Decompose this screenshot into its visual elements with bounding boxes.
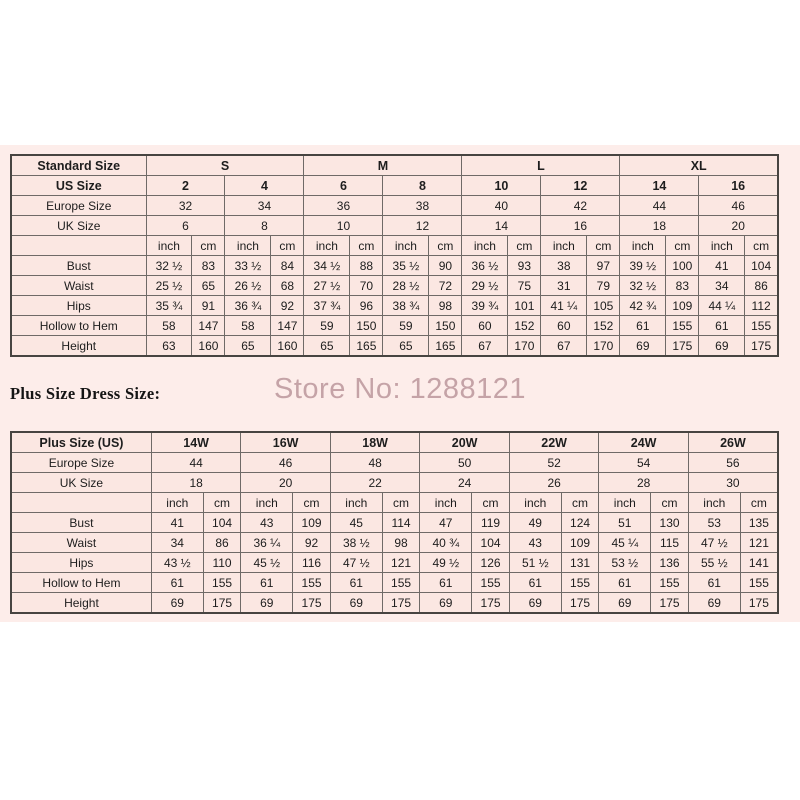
header-cell: 24W xyxy=(599,432,689,453)
data-cell: 175 xyxy=(666,336,699,357)
header-cell: 6 xyxy=(304,176,383,196)
data-cell: cm xyxy=(472,493,510,513)
table-row xyxy=(11,155,778,176)
data-cell: inch xyxy=(146,236,192,256)
header-cell: 20W xyxy=(420,432,510,453)
data-cell: 160 xyxy=(271,336,304,357)
data-cell: 31 xyxy=(541,276,587,296)
data-cell: 96 xyxy=(350,296,383,316)
data-cell: 61 xyxy=(420,573,472,593)
data-cell: 43 xyxy=(509,533,561,553)
table-row xyxy=(11,336,778,357)
data-cell: inch xyxy=(241,493,293,513)
table-row xyxy=(11,256,778,276)
data-cell: inch xyxy=(688,493,740,513)
row-label: US Size xyxy=(11,176,146,196)
table-row xyxy=(11,276,778,296)
data-cell: cm xyxy=(271,236,304,256)
row-label: Height xyxy=(11,336,146,357)
table-row xyxy=(11,196,778,216)
data-cell: 44 xyxy=(620,196,699,216)
data-cell: 105 xyxy=(587,296,620,316)
data-cell: 84 xyxy=(271,256,304,276)
data-cell: cm xyxy=(745,236,778,256)
data-cell: 124 xyxy=(561,513,599,533)
data-cell: 38 xyxy=(541,256,587,276)
data-cell: 36 ¼ xyxy=(241,533,293,553)
data-cell: cm xyxy=(382,493,420,513)
data-cell: 40 ¾ xyxy=(420,533,472,553)
data-cell: 155 xyxy=(293,573,331,593)
header-cell: S xyxy=(146,155,304,176)
data-cell: 58 xyxy=(225,316,271,336)
data-cell: 48 xyxy=(330,453,420,473)
data-cell: 83 xyxy=(666,276,699,296)
data-cell: 92 xyxy=(293,533,331,553)
data-cell: 91 xyxy=(192,296,225,316)
row-label: Bust xyxy=(11,256,146,276)
data-cell: 61 xyxy=(509,573,561,593)
data-cell: inch xyxy=(383,236,429,256)
header-cell: 14W xyxy=(151,432,241,453)
header-cell: 4 xyxy=(225,176,304,196)
data-cell: 75 xyxy=(508,276,541,296)
data-cell: 36 ¾ xyxy=(225,296,271,316)
data-cell: 109 xyxy=(666,296,699,316)
data-cell: 109 xyxy=(561,533,599,553)
data-cell: 175 xyxy=(740,593,778,614)
data-cell: 61 xyxy=(620,316,666,336)
data-cell: inch xyxy=(620,236,666,256)
data-cell: 175 xyxy=(745,336,778,357)
data-cell: 53 xyxy=(688,513,740,533)
data-cell: 150 xyxy=(429,316,462,336)
data-cell: 53 ½ xyxy=(599,553,651,573)
data-cell: 155 xyxy=(740,573,778,593)
data-cell: 79 xyxy=(587,276,620,296)
data-cell: 33 ½ xyxy=(225,256,271,276)
data-cell: 67 xyxy=(541,336,587,357)
data-cell: 69 xyxy=(699,336,745,357)
table-row xyxy=(11,573,778,593)
data-cell: 152 xyxy=(587,316,620,336)
data-cell: 26 xyxy=(509,473,599,493)
data-cell: 116 xyxy=(293,553,331,573)
data-cell: 65 xyxy=(225,336,271,357)
data-cell: 68 xyxy=(271,276,304,296)
data-cell: inch xyxy=(509,493,561,513)
data-cell: 104 xyxy=(745,256,778,276)
data-cell: 112 xyxy=(745,296,778,316)
header-cell: 18W xyxy=(330,432,420,453)
data-cell: 41 ¼ xyxy=(541,296,587,316)
data-cell: 32 xyxy=(146,196,225,216)
data-cell: 61 xyxy=(599,573,651,593)
data-cell: 69 xyxy=(509,593,561,614)
data-cell: 30 xyxy=(688,473,778,493)
data-cell: 63 xyxy=(146,336,192,357)
data-cell: 98 xyxy=(429,296,462,316)
data-cell: cm xyxy=(429,236,462,256)
data-cell: 100 xyxy=(666,256,699,276)
data-cell: 34 ½ xyxy=(304,256,350,276)
data-cell: 25 ½ xyxy=(146,276,192,296)
data-cell: 69 xyxy=(330,593,382,614)
table-row xyxy=(11,432,778,453)
data-cell: 69 xyxy=(241,593,293,614)
data-cell: cm xyxy=(666,236,699,256)
data-cell: 98 xyxy=(382,533,420,553)
data-cell: 58 xyxy=(146,316,192,336)
data-cell: 160 xyxy=(192,336,225,357)
row-label: Europe Size xyxy=(11,453,151,473)
data-cell: 49 xyxy=(509,513,561,533)
table-row xyxy=(11,216,778,236)
data-cell: 147 xyxy=(271,316,304,336)
data-cell: cm xyxy=(561,493,599,513)
data-cell: 42 xyxy=(541,196,620,216)
data-cell: 34 xyxy=(151,533,203,553)
data-cell: 115 xyxy=(651,533,689,553)
data-cell: 18 xyxy=(620,216,699,236)
data-cell: 70 xyxy=(350,276,383,296)
data-cell: 37 ¾ xyxy=(304,296,350,316)
row-label: Standard Size xyxy=(11,155,146,176)
data-cell: 20 xyxy=(241,473,331,493)
data-cell: 45 ¼ xyxy=(599,533,651,553)
data-cell: 56 xyxy=(688,453,778,473)
data-cell: 6 xyxy=(146,216,225,236)
data-cell: 65 xyxy=(192,276,225,296)
data-cell: 20 xyxy=(699,216,778,236)
table-row xyxy=(11,493,778,513)
data-cell: 147 xyxy=(192,316,225,336)
data-cell: 44 ¼ xyxy=(699,296,745,316)
data-cell: 155 xyxy=(203,573,241,593)
data-cell: 43 xyxy=(241,513,293,533)
data-cell: 16 xyxy=(541,216,620,236)
row-label: Europe Size xyxy=(11,196,146,216)
data-cell: 69 xyxy=(151,593,203,614)
data-cell: 34 xyxy=(225,196,304,216)
data-cell: 54 xyxy=(599,453,689,473)
data-cell: 35 ½ xyxy=(383,256,429,276)
data-cell: 60 xyxy=(541,316,587,336)
data-cell: 175 xyxy=(382,593,420,614)
data-cell: inch xyxy=(462,236,508,256)
data-cell: 12 xyxy=(383,216,462,236)
data-cell: 41 xyxy=(699,256,745,276)
row-label: Plus Size (US) xyxy=(11,432,151,453)
data-cell: 61 xyxy=(241,573,293,593)
data-cell: 61 xyxy=(688,573,740,593)
data-cell: 46 xyxy=(699,196,778,216)
data-cell: cm xyxy=(350,236,383,256)
data-cell: 42 ¾ xyxy=(620,296,666,316)
row-label: Hollow to Hem xyxy=(11,316,146,336)
data-cell: 155 xyxy=(561,573,599,593)
row-label: UK Size xyxy=(11,473,151,493)
data-cell: 72 xyxy=(429,276,462,296)
data-cell: 175 xyxy=(203,593,241,614)
data-cell: 170 xyxy=(587,336,620,357)
row-label: Hollow to Hem xyxy=(11,573,151,593)
data-cell: 59 xyxy=(304,316,350,336)
data-cell: 32 ½ xyxy=(620,276,666,296)
data-cell: 141 xyxy=(740,553,778,573)
data-cell: 131 xyxy=(561,553,599,573)
data-cell: 51 xyxy=(599,513,651,533)
data-cell: 121 xyxy=(740,533,778,553)
data-cell: 165 xyxy=(429,336,462,357)
data-cell: 101 xyxy=(508,296,541,316)
data-cell: 104 xyxy=(472,533,510,553)
data-cell: 55 ½ xyxy=(688,553,740,573)
data-cell: 44 xyxy=(151,453,241,473)
data-cell: 175 xyxy=(293,593,331,614)
data-cell: cm xyxy=(293,493,331,513)
data-cell: 69 xyxy=(420,593,472,614)
table-row xyxy=(11,513,778,533)
header-cell: 14 xyxy=(620,176,699,196)
data-cell: 155 xyxy=(666,316,699,336)
data-cell: 47 ½ xyxy=(688,533,740,553)
data-cell: cm xyxy=(587,236,620,256)
data-cell: 65 xyxy=(383,336,429,357)
row-label: Waist xyxy=(11,533,151,553)
data-cell: 69 xyxy=(599,593,651,614)
data-cell: 26 ½ xyxy=(225,276,271,296)
data-cell: 52 xyxy=(509,453,599,473)
data-cell: 47 ½ xyxy=(330,553,382,573)
data-cell: 51 ½ xyxy=(509,553,561,573)
standard-size-table xyxy=(10,154,779,357)
row-label: UK Size xyxy=(11,216,146,236)
data-cell: 18 xyxy=(151,473,241,493)
table-row xyxy=(11,176,778,196)
data-cell: 46 xyxy=(241,453,331,473)
table-row xyxy=(11,473,778,493)
data-cell: 38 xyxy=(383,196,462,216)
data-cell: 45 xyxy=(330,513,382,533)
data-cell: 86 xyxy=(745,276,778,296)
data-cell: 152 xyxy=(508,316,541,336)
data-cell: 39 ¾ xyxy=(462,296,508,316)
header-cell: 12 xyxy=(541,176,620,196)
data-cell: 130 xyxy=(651,513,689,533)
header-cell: 16 xyxy=(699,176,778,196)
data-cell: 170 xyxy=(508,336,541,357)
data-cell: 155 xyxy=(382,573,420,593)
data-cell: 88 xyxy=(350,256,383,276)
data-cell: 41 xyxy=(151,513,203,533)
data-cell: 35 ¾ xyxy=(146,296,192,316)
data-cell: 97 xyxy=(587,256,620,276)
data-cell: inch xyxy=(699,236,745,256)
data-cell: 24 xyxy=(420,473,510,493)
header-cell: 26W xyxy=(688,432,778,453)
data-cell: 61 xyxy=(699,316,745,336)
data-cell: inch xyxy=(225,236,271,256)
data-cell: 34 xyxy=(699,276,745,296)
row-label: Bust xyxy=(11,513,151,533)
data-cell: 150 xyxy=(350,316,383,336)
data-cell: 155 xyxy=(651,573,689,593)
data-cell: 49 ½ xyxy=(420,553,472,573)
data-cell: inch xyxy=(151,493,203,513)
data-cell: 69 xyxy=(688,593,740,614)
data-cell: 175 xyxy=(561,593,599,614)
row-label xyxy=(11,236,146,256)
data-cell: 45 ½ xyxy=(241,553,293,573)
data-cell: 110 xyxy=(203,553,241,573)
data-cell: 40 xyxy=(462,196,541,216)
header-cell: 16W xyxy=(241,432,331,453)
header-cell: 2 xyxy=(146,176,225,196)
row-label: Waist xyxy=(11,276,146,296)
table-row xyxy=(11,236,778,256)
data-cell: 38 ½ xyxy=(330,533,382,553)
plus-size-heading: Plus Size Dress Size: xyxy=(10,384,161,403)
data-cell: 155 xyxy=(472,573,510,593)
data-cell: 10 xyxy=(304,216,383,236)
data-cell: 47 xyxy=(420,513,472,533)
data-cell: 36 xyxy=(304,196,383,216)
data-cell: 126 xyxy=(472,553,510,573)
row-label: Hips xyxy=(11,296,146,316)
data-cell: 32 ½ xyxy=(146,256,192,276)
data-cell: inch xyxy=(420,493,472,513)
header-cell: 10 xyxy=(462,176,541,196)
row-label: Height xyxy=(11,593,151,614)
data-cell: 28 ½ xyxy=(383,276,429,296)
data-cell: 14 xyxy=(462,216,541,236)
table-row xyxy=(11,296,778,316)
data-cell: 60 xyxy=(462,316,508,336)
data-cell: cm xyxy=(192,236,225,256)
data-cell: 36 ½ xyxy=(462,256,508,276)
data-cell: cm xyxy=(508,236,541,256)
data-cell: 8 xyxy=(225,216,304,236)
data-cell: 61 xyxy=(330,573,382,593)
data-cell: 90 xyxy=(429,256,462,276)
table-row xyxy=(11,593,778,614)
data-cell: 104 xyxy=(203,513,241,533)
row-label xyxy=(11,493,151,513)
data-cell: 175 xyxy=(651,593,689,614)
table-row xyxy=(11,553,778,573)
data-cell: cm xyxy=(740,493,778,513)
data-cell: 50 xyxy=(420,453,510,473)
store-number-watermark: Store No: 1288121 xyxy=(274,373,526,405)
data-cell: 69 xyxy=(620,336,666,357)
data-cell: 29 ½ xyxy=(462,276,508,296)
data-cell: inch xyxy=(541,236,587,256)
data-cell: 65 xyxy=(304,336,350,357)
header-cell: XL xyxy=(620,155,778,176)
data-cell: 22 xyxy=(330,473,420,493)
table-row xyxy=(11,453,778,473)
data-cell: inch xyxy=(304,236,350,256)
data-cell: 121 xyxy=(382,553,420,573)
table-row xyxy=(11,533,778,553)
data-cell: inch xyxy=(599,493,651,513)
data-cell: 27 ½ xyxy=(304,276,350,296)
size-chart-section xyxy=(0,145,800,622)
data-cell: 114 xyxy=(382,513,420,533)
data-cell: 93 xyxy=(508,256,541,276)
data-cell: 175 xyxy=(472,593,510,614)
data-cell: 39 ½ xyxy=(620,256,666,276)
table-row xyxy=(11,316,778,336)
header-cell: M xyxy=(304,155,462,176)
data-cell: 136 xyxy=(651,553,689,573)
data-cell: 28 xyxy=(599,473,689,493)
data-cell: 43 ½ xyxy=(151,553,203,573)
data-cell: 61 xyxy=(151,573,203,593)
data-cell: 92 xyxy=(271,296,304,316)
data-cell: 135 xyxy=(740,513,778,533)
plus-size-table xyxy=(10,431,779,614)
header-cell: L xyxy=(462,155,620,176)
data-cell: 165 xyxy=(350,336,383,357)
row-label: Hips xyxy=(11,553,151,573)
data-cell: 38 ¾ xyxy=(383,296,429,316)
data-cell: 59 xyxy=(383,316,429,336)
data-cell: 155 xyxy=(745,316,778,336)
data-cell: cm xyxy=(203,493,241,513)
data-cell: inch xyxy=(330,493,382,513)
header-cell: 22W xyxy=(509,432,599,453)
header-cell: 8 xyxy=(383,176,462,196)
data-cell: 86 xyxy=(203,533,241,553)
data-cell: cm xyxy=(651,493,689,513)
data-cell: 119 xyxy=(472,513,510,533)
data-cell: 83 xyxy=(192,256,225,276)
data-cell: 67 xyxy=(462,336,508,357)
data-cell: 109 xyxy=(293,513,331,533)
